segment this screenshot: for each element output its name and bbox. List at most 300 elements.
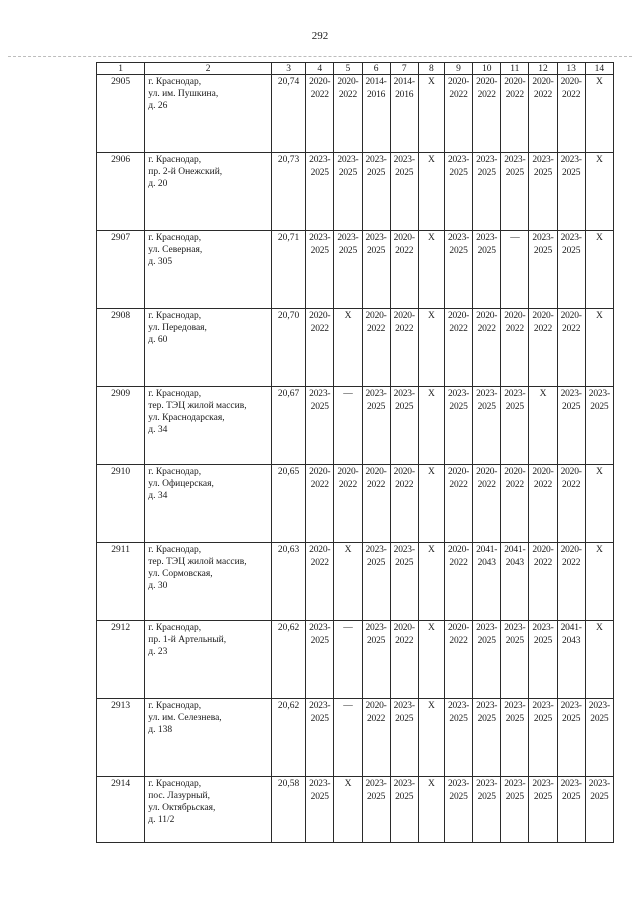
- period-cell-col-10: [473, 153, 501, 231]
- period-text: 2022: [562, 480, 581, 490]
- area-value: 20,58: [272, 777, 306, 843]
- address-line: г. Краснодар,: [148, 779, 202, 789]
- period-cell-col-8: [418, 699, 444, 777]
- period-cell-col-7: [390, 543, 418, 621]
- period-text: X: [428, 233, 435, 243]
- period-text: 2023-: [393, 389, 415, 399]
- period-text: 2022: [505, 480, 524, 490]
- period-text: 2020-: [476, 467, 498, 477]
- period-cell-col-13: [557, 777, 585, 843]
- period-text: X: [596, 623, 603, 633]
- address-line: г. Краснодар,: [148, 77, 202, 87]
- period-cell-col-9: [444, 153, 472, 231]
- period-cell-col-7: [390, 153, 418, 231]
- period-cell-col-8: [418, 153, 444, 231]
- period-cell-col-4: [306, 231, 334, 309]
- address-line: д. 26: [148, 101, 168, 111]
- period-text: 2022: [449, 558, 468, 568]
- period-text: 2022: [533, 558, 553, 568]
- period-text: X: [596, 77, 603, 87]
- period-text: 2025: [395, 402, 414, 412]
- period-text: 2023-: [560, 389, 582, 399]
- column-header-7: 7: [390, 63, 418, 75]
- period-cell-col-8: [418, 621, 444, 699]
- period-text: 2023-: [393, 155, 415, 165]
- column-header-3: 3: [272, 63, 306, 75]
- period-text: 2025: [562, 246, 581, 256]
- period-cell-col-10: [473, 231, 501, 309]
- period-text: 2023-: [337, 233, 359, 243]
- period-cell-col-8: [418, 75, 444, 153]
- period-text: X: [596, 467, 603, 477]
- period-text: 2025: [310, 636, 329, 646]
- address-line: г. Краснодар,: [148, 311, 202, 321]
- period-text: 2020-: [393, 467, 415, 477]
- period-text: 2020-: [309, 311, 331, 321]
- period-cell-col-10: [473, 699, 501, 777]
- period-text: 2025: [562, 714, 581, 724]
- period-cell-col-12: [529, 309, 557, 387]
- period-cell-col-9: [444, 309, 472, 387]
- period-cell-col-5: [334, 465, 362, 543]
- area-value: 20,62: [272, 621, 306, 699]
- period-text: 2043: [505, 558, 524, 568]
- period-cell-col-4: [306, 543, 334, 621]
- address-line: д. 23: [148, 647, 168, 657]
- area-value: 20,62: [272, 699, 306, 777]
- period-text: —: [343, 389, 353, 399]
- period-text: 2023-: [588, 701, 610, 711]
- period-text: 2025: [395, 558, 414, 568]
- column-header-2: 2: [145, 63, 272, 75]
- period-text: 2025: [505, 792, 524, 802]
- address-line: г. Краснодар,: [148, 701, 202, 711]
- table-row: [97, 231, 614, 309]
- period-text: 2020-: [447, 545, 470, 555]
- period-text: 2025: [533, 246, 553, 256]
- period-text: 2022: [395, 480, 414, 490]
- period-text: 2025: [505, 714, 524, 724]
- period-cell-col-8: [418, 231, 444, 309]
- period-cell-col-4: [306, 309, 334, 387]
- period-cell-col-9: [444, 75, 472, 153]
- period-text: 2025: [477, 246, 496, 256]
- address-line: д. 20: [148, 179, 168, 189]
- period-cell-col-13: [557, 387, 585, 465]
- period-text: 2020-: [476, 77, 498, 87]
- period-text: X: [428, 779, 435, 789]
- period-cell-col-5: [334, 231, 362, 309]
- period-text: 2025: [366, 558, 386, 568]
- period-text: X: [596, 155, 603, 165]
- period-text: 2020-: [560, 545, 582, 555]
- period-text: 2020-: [532, 467, 554, 477]
- period-cell-col-6: [362, 465, 390, 543]
- period-text: 2023-: [309, 701, 331, 711]
- period-text: 2022: [395, 246, 414, 256]
- period-cell-col-14: [585, 465, 613, 543]
- period-text: 2020-: [447, 467, 470, 477]
- period-text: 2025: [310, 714, 329, 724]
- table-row: [97, 465, 614, 543]
- row-number: 2906: [97, 153, 145, 231]
- period-cell-col-5: [334, 75, 362, 153]
- table-row: [97, 621, 614, 699]
- area-value: 20,65: [272, 465, 306, 543]
- period-text: 2022: [562, 558, 581, 568]
- period-cell-col-14: [585, 309, 613, 387]
- period-cell-col-12: [529, 231, 557, 309]
- period-text: 2023-: [365, 233, 387, 243]
- column-header-9: 9: [444, 63, 472, 75]
- address-line: д. 34: [148, 491, 168, 501]
- period-text: 2023-: [309, 233, 331, 243]
- area-value: 20,67: [272, 387, 306, 465]
- period-cell-col-4: [306, 621, 334, 699]
- period-text: 2023-: [365, 779, 387, 789]
- period-text: 2023-: [532, 779, 554, 789]
- period-cell-col-10: [473, 387, 501, 465]
- period-cell-col-11: [501, 153, 529, 231]
- period-text: 2025: [590, 714, 609, 724]
- address-cell: [145, 543, 272, 621]
- period-cell-col-13: [557, 699, 585, 777]
- period-cell-col-13: [557, 231, 585, 309]
- period-cell-col-12: [529, 153, 557, 231]
- period-cell-col-5: [334, 621, 362, 699]
- period-cell-col-6: [362, 153, 390, 231]
- table-row: [97, 543, 614, 621]
- period-cell-col-8: [418, 465, 444, 543]
- period-cell-col-6: [362, 621, 390, 699]
- period-text: 2025: [338, 168, 358, 178]
- period-cell-col-14: [585, 543, 613, 621]
- period-text: 2022: [310, 558, 329, 568]
- table-row: [97, 699, 614, 777]
- period-text: 2025: [590, 792, 609, 802]
- period-cell-col-8: [418, 777, 444, 843]
- period-text: X: [344, 779, 352, 789]
- address-line: г. Краснодар,: [148, 467, 202, 477]
- period-text: 2023-: [447, 701, 470, 711]
- period-cell-col-9: [444, 387, 472, 465]
- period-text: 2025: [477, 792, 496, 802]
- period-text: 2023-: [504, 389, 526, 399]
- period-cell-col-12: [529, 621, 557, 699]
- address-line: д. 11/2: [148, 815, 175, 825]
- period-text: 2022: [533, 324, 553, 334]
- row-number: 2913: [97, 699, 145, 777]
- address-line: г. Краснодар,: [148, 155, 202, 165]
- area-value: 20,71: [272, 231, 306, 309]
- period-text: 2020-: [309, 467, 331, 477]
- period-text: 2023-: [337, 155, 359, 165]
- address-line: г. Краснодар,: [148, 623, 202, 633]
- period-text: 2025: [310, 792, 329, 802]
- period-text: 2023-: [504, 623, 526, 633]
- column-header-13: 13: [557, 63, 585, 75]
- period-text: 2020-: [532, 311, 554, 321]
- period-text: 2020-: [393, 233, 415, 243]
- period-cell-col-13: [557, 465, 585, 543]
- column-header-4: 4: [306, 63, 334, 75]
- period-text: 2025: [590, 402, 609, 412]
- period-text: 2020-: [309, 77, 331, 87]
- period-text: 2023-: [504, 779, 526, 789]
- period-text: 2016: [395, 90, 414, 100]
- period-cell-col-7: [390, 777, 418, 843]
- period-cell-col-7: [390, 309, 418, 387]
- period-cell-col-13: [557, 543, 585, 621]
- period-text: 2020-: [337, 467, 359, 477]
- period-text: 2022: [366, 480, 386, 490]
- period-text: 2025: [505, 402, 524, 412]
- period-cell-col-14: [585, 621, 613, 699]
- period-text: 2025: [562, 402, 581, 412]
- period-cell-col-9: [444, 231, 472, 309]
- row-number: 2911: [97, 543, 145, 621]
- period-text: 2025: [533, 636, 553, 646]
- period-cell-col-14: [585, 153, 613, 231]
- period-text: 2025: [505, 168, 524, 178]
- address-line: г. Краснодар,: [148, 389, 202, 399]
- period-text: 2025: [533, 168, 553, 178]
- period-text: 2022: [366, 324, 386, 334]
- column-header-6: 6: [362, 63, 390, 75]
- address-line: г. Краснодар,: [148, 233, 202, 243]
- period-cell-col-11: [501, 543, 529, 621]
- column-header-1: 1: [97, 63, 145, 75]
- period-cell-col-6: [362, 75, 390, 153]
- period-cell-col-12: [529, 387, 557, 465]
- period-text: 2025: [395, 714, 414, 724]
- address-line: д. 60: [148, 335, 168, 345]
- period-text: X: [428, 311, 435, 321]
- period-text: 2020-: [476, 311, 498, 321]
- period-text: 2022: [477, 480, 496, 490]
- period-cell-col-9: [444, 699, 472, 777]
- period-text: 2023-: [447, 779, 470, 789]
- period-text: 2025: [562, 168, 581, 178]
- period-text: 2022: [477, 90, 496, 100]
- period-cell-col-6: [362, 387, 390, 465]
- period-cell-col-10: [473, 309, 501, 387]
- period-text: 2023-: [365, 155, 387, 165]
- period-text: 2020-: [393, 311, 415, 321]
- period-text: 2023-: [504, 155, 526, 165]
- column-header-5: 5: [334, 63, 362, 75]
- period-text: 2023-: [393, 701, 415, 711]
- period-text: 2014-: [365, 77, 387, 87]
- period-cell-col-7: [390, 699, 418, 777]
- period-text: X: [428, 545, 435, 555]
- period-text: 2020-: [447, 623, 470, 633]
- period-text: 2023-: [560, 779, 582, 789]
- period-text: 2022: [395, 324, 414, 334]
- period-cell-col-4: [306, 153, 334, 231]
- period-text: 2025: [449, 246, 468, 256]
- period-text: 2020-: [504, 77, 526, 87]
- period-text: 2023-: [393, 779, 415, 789]
- period-text: 2022: [533, 480, 553, 490]
- period-cell-col-10: [473, 465, 501, 543]
- period-cell-col-12: [529, 75, 557, 153]
- area-value: 20,70: [272, 309, 306, 387]
- period-text: 2041-: [476, 545, 498, 555]
- period-text: 2022: [505, 90, 524, 100]
- address-line: ул. им. Пушкина,: [148, 89, 219, 99]
- row-number: 2909: [97, 387, 145, 465]
- period-cell-col-5: [334, 699, 362, 777]
- period-text: 2023-: [365, 389, 387, 399]
- address-cell: [145, 309, 272, 387]
- period-text: 2020-: [532, 545, 554, 555]
- period-text: 2025: [366, 246, 386, 256]
- period-text: 2020-: [365, 311, 387, 321]
- table-row: [97, 777, 614, 843]
- period-text: 2020-: [393, 623, 415, 633]
- period-text: 2022: [449, 636, 468, 646]
- period-cell-col-6: [362, 231, 390, 309]
- period-cell-col-11: [501, 465, 529, 543]
- period-cell-col-7: [390, 75, 418, 153]
- period-text: 2023-: [447, 389, 470, 399]
- address-line: ул. Офицерская,: [148, 479, 214, 489]
- period-text: 2025: [395, 168, 414, 178]
- period-cell-col-4: [306, 387, 334, 465]
- row-number: 2914: [97, 777, 145, 843]
- period-text: 2025: [366, 168, 386, 178]
- period-cell-col-7: [390, 231, 418, 309]
- period-cell-col-12: [529, 543, 557, 621]
- column-header-8: 8: [418, 63, 444, 75]
- period-text: —: [343, 701, 353, 711]
- period-text: 2022: [338, 480, 358, 490]
- column-header-12: 12: [529, 63, 557, 75]
- period-text: 2043: [477, 558, 496, 568]
- period-text: 2022: [449, 480, 468, 490]
- period-text: X: [344, 311, 352, 321]
- period-text: 2023-: [365, 623, 387, 633]
- period-text: 2023-: [476, 779, 498, 789]
- period-cell-col-8: [418, 387, 444, 465]
- period-text: 2025: [449, 402, 468, 412]
- table-row: [97, 75, 614, 153]
- row-number: 2910: [97, 465, 145, 543]
- period-cell-col-10: [473, 543, 501, 621]
- period-cell-col-5: [334, 153, 362, 231]
- period-text: X: [428, 389, 435, 399]
- period-text: 2020-: [365, 467, 387, 477]
- period-text: 2022: [338, 90, 358, 100]
- period-text: X: [596, 545, 603, 555]
- period-cell-col-14: [585, 75, 613, 153]
- period-cell-col-9: [444, 543, 472, 621]
- column-header-10: 10: [473, 63, 501, 75]
- period-text: 2020-: [560, 311, 582, 321]
- period-cell-col-13: [557, 153, 585, 231]
- period-cell-col-10: [473, 75, 501, 153]
- period-text: X: [428, 467, 435, 477]
- period-text: 2025: [562, 792, 581, 802]
- period-text: 2025: [477, 402, 496, 412]
- period-text: 2023-: [532, 155, 554, 165]
- column-header-11: 11: [501, 63, 529, 75]
- period-text: 2025: [449, 792, 468, 802]
- period-text: 2023-: [588, 779, 610, 789]
- period-text: 2014-: [393, 77, 415, 87]
- period-text: 2025: [449, 168, 468, 178]
- period-text: 2022: [562, 324, 581, 334]
- period-text: 2023-: [447, 155, 470, 165]
- period-text: 2023-: [447, 233, 470, 243]
- period-text: 2025: [477, 636, 496, 646]
- period-cell-col-7: [390, 465, 418, 543]
- table-row: [97, 387, 614, 465]
- period-text: 2041-: [560, 623, 582, 633]
- address-line: д. 138: [148, 725, 173, 735]
- period-cell-col-5: [334, 777, 362, 843]
- period-cell-col-6: [362, 777, 390, 843]
- area-value: 20,63: [272, 543, 306, 621]
- period-cell-col-8: [418, 543, 444, 621]
- period-cell-col-12: [529, 699, 557, 777]
- address-line: ул. Октябрьская,: [148, 803, 216, 813]
- period-text: 2025: [477, 168, 496, 178]
- period-cell-col-10: [473, 777, 501, 843]
- row-number: 2912: [97, 621, 145, 699]
- period-text: X: [596, 233, 603, 243]
- period-text: 2020-: [504, 467, 526, 477]
- period-text: 2023-: [309, 623, 331, 633]
- period-cell-col-13: [557, 309, 585, 387]
- period-text: 2023-: [560, 155, 582, 165]
- address-cell: [145, 231, 272, 309]
- period-cell-col-4: [306, 777, 334, 843]
- period-cell-col-12: [529, 465, 557, 543]
- period-text: 2023-: [309, 779, 331, 789]
- period-text: 2023-: [560, 701, 582, 711]
- period-text: —: [510, 233, 520, 243]
- address-cell: [145, 153, 272, 231]
- period-text: 2025: [395, 792, 414, 802]
- period-text: 2023-: [476, 155, 498, 165]
- period-cell-col-9: [444, 621, 472, 699]
- period-text: X: [344, 545, 352, 555]
- period-cell-col-14: [585, 231, 613, 309]
- period-text: 2025: [449, 714, 468, 724]
- address-line: ул. Северная,: [148, 245, 203, 255]
- period-text: 2022: [477, 324, 496, 334]
- address-line: пр. 1-й Артельный,: [148, 635, 227, 645]
- period-cell-col-11: [501, 387, 529, 465]
- period-text: X: [428, 77, 435, 87]
- period-cell-col-11: [501, 699, 529, 777]
- period-text: 2041-: [504, 545, 526, 555]
- period-text: 2020-: [560, 77, 582, 87]
- period-cell-col-7: [390, 621, 418, 699]
- period-text: X: [596, 311, 603, 321]
- period-cell-col-9: [444, 465, 472, 543]
- period-text: 2025: [505, 636, 524, 646]
- row-number: 2905: [97, 75, 145, 153]
- period-text: 2020-: [532, 77, 554, 87]
- period-text: 2022: [310, 324, 329, 334]
- address-line: ул. Передовая,: [148, 323, 207, 333]
- area-value: 20,73: [272, 153, 306, 231]
- period-cell-col-5: [334, 309, 362, 387]
- address-line: ул. Сормовская,: [148, 569, 213, 579]
